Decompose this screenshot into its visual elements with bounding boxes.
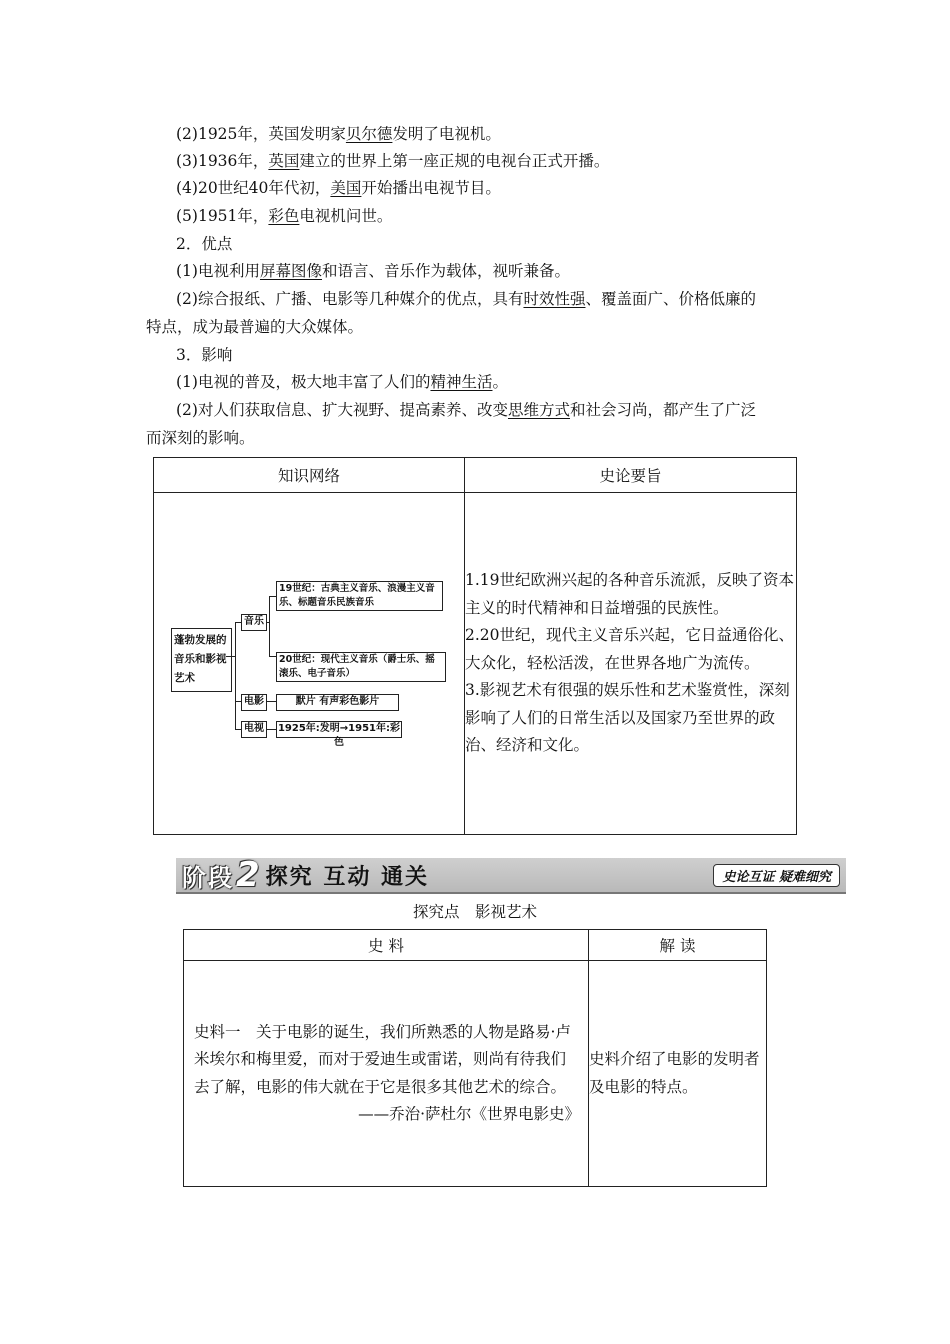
advantages-heading: 2．优点 [176,235,233,253]
key-point: 1.19世纪欧洲兴起的各种音乐流派，反映了资本主义的时代精神和日益增强的民族性。 [465,571,795,617]
underlined-term: 时效性强 [523,290,586,308]
interpretation-header: 解 读 [589,930,767,961]
key-point: 3.影视艺术有很强的娱乐性和艺术鉴赏性，深刻影响了人们的日常生活以及国家乃至世界的政治、经济和文化。 [465,681,790,755]
key-points-header: 史论要旨 [465,458,797,493]
stage-number: 2 [236,855,260,895]
diagram-tv: 电视 [241,721,267,738]
diagram-root: 蓬勃发展的音乐和影视艺术 [171,628,232,692]
diagram-music: 音乐 [241,614,267,631]
source-cell [184,961,589,1187]
advantage-2-cont: 特点，成为最普遍的大众媒体。 [146,318,364,336]
key-points-cell [465,493,797,835]
underlined-term: 美国 [330,179,362,197]
history-item-3: (3)1936年，英国建立的世界上第一座正规的电视台正式开播。 [176,152,610,170]
advantage-2: (2)综合报纸、广播、电影等几种媒介的优点，具有时效性强、覆盖面广、价格低廉的 [176,290,756,308]
influence-2-cont: 而深刻的影响。 [146,429,255,447]
history-item-5: (5)1951年，彩色电视机问世。 [176,207,393,225]
diagram-film: 电影 [241,694,267,711]
influence-2: (2)对人们获取信息、扩大视野、提高素养、改变思维方式和社会习尚，都产生了广泛 [176,401,756,419]
stage-banner [176,855,846,895]
connector [269,596,270,656]
summary-table [153,457,797,835]
history-item-4: (4)20世纪40年代初，美国开始播出电视节目。 [176,179,501,197]
underlined-term: 精神生活 [430,373,493,391]
underlined-term: 思维方式 [507,401,570,419]
underlined-term: 贝尔德 [345,125,393,143]
stage-title [182,855,429,895]
connector [235,622,236,729]
source-citation: ——乔治·萨杜尔《世界电影史》 [358,1105,580,1123]
diagram-music-19c: 19世纪：古典主义音乐、浪漫主义音乐、标题音乐民族音乐 [276,581,443,611]
diagram-music-20c: 20世纪：现代主义音乐（爵士乐、摇滚乐、电子音乐） [276,652,446,682]
underlined-term: 英国 [268,152,300,170]
connector [269,596,276,597]
knowledge-network-header: 知识网络 [154,458,465,493]
history-item-2: (2)1925年，英国发明家贝尔德发明了电视机。 [176,125,501,143]
source-header: 史 料 [184,930,589,961]
source-text: 史料一 关于电影的诞生，我们所熟悉的人物是路易·卢米埃尔和梅里爱，而对于爱迪生或雷诺，则尚有待我们去了解，电影的伟大就在于它是很多其他艺术的综合。 [194,1022,571,1096]
underlined-term: 彩色 [268,207,300,225]
stage-badge: 史论互证 疑难细究 [713,864,840,887]
inquiry-table [183,929,767,1187]
inquiry-caption: 探究点 影视艺术 [412,903,537,921]
key-point: 2.20世纪，现代主义音乐兴起，它日益通俗化、大众化，轻松活泼，在世界各地广为流传。 [465,626,795,672]
influence-heading: 3．影响 [176,346,233,364]
diagram-film-detail: 默片 有声彩色影片 [276,694,399,711]
stage-subtitle: 探究 互动 通关 [265,863,429,890]
connector [266,729,276,730]
diagram-tv-detail: 1925年:发明→1951年:彩色 [277,723,401,748]
influence-1: (1)电视的普及，极大地丰富了人们的精神生活。 [176,373,508,391]
advantage-1: (1)电视利用屏幕图像和语言、音乐作为载体，视听兼备。 [176,262,570,280]
stage-word: 阶段 [182,863,234,892]
interpretation-cell: 史料介绍了电影的发明者及电影的特点。 [589,961,767,1187]
connector [269,656,276,657]
connector [266,701,276,702]
connector [226,656,235,657]
underlined-term: 屏幕图像 [259,262,322,280]
